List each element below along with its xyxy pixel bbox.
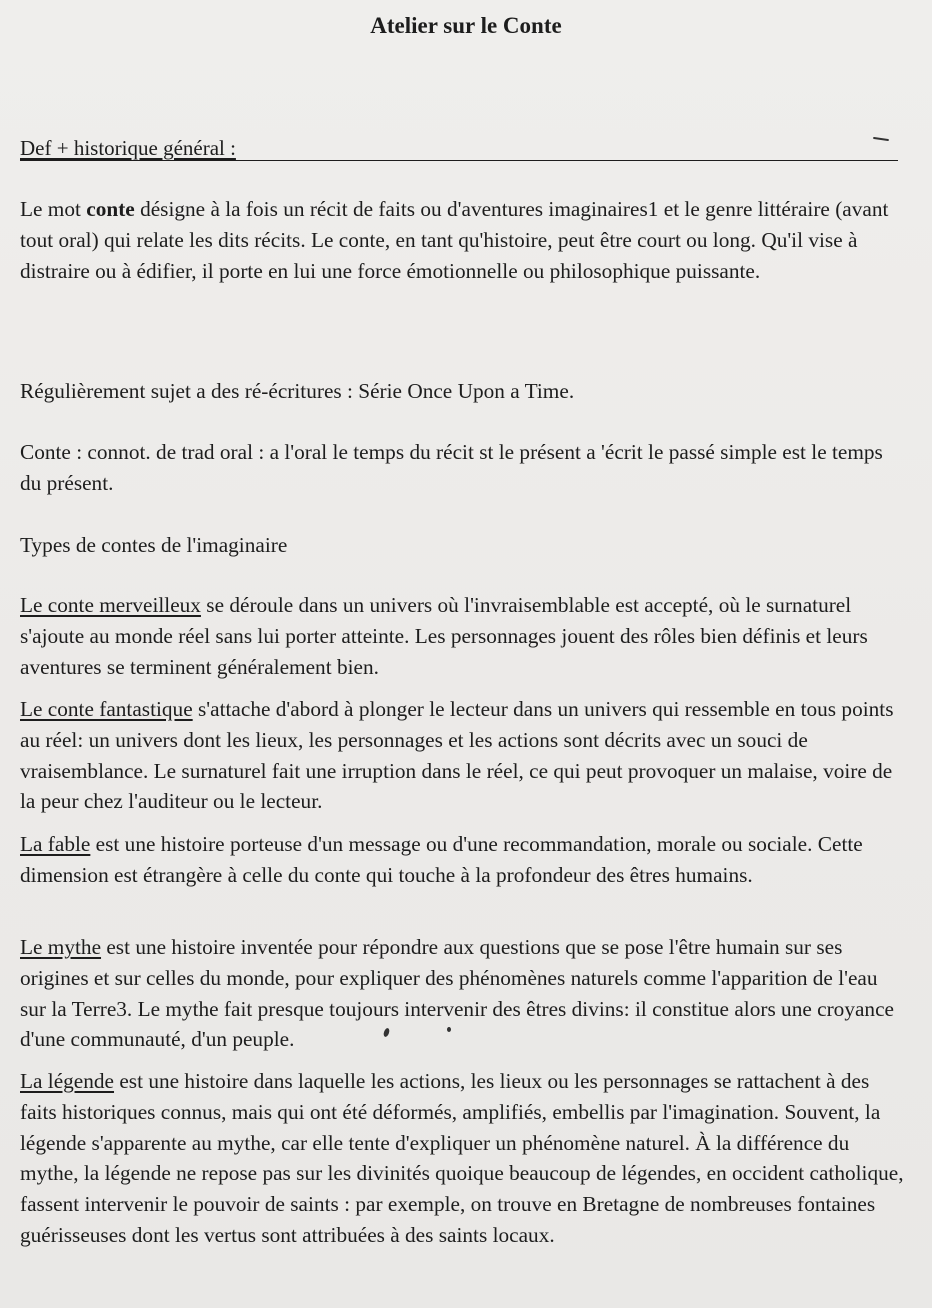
section-heading	[20, 134, 898, 161]
rewrites-paragraph: Régulièrement sujet a des ré-écritures : Série Once Upon a Time.	[20, 379, 575, 403]
page-title: Atelier sur le Conte	[370, 13, 562, 38]
ink-mark	[447, 1027, 451, 1032]
type-term: Le conte merveilleux	[20, 593, 201, 617]
intro-bold-term: conte	[86, 197, 135, 221]
type-term: La légende	[20, 1069, 115, 1093]
type-paragraph-legende: La légende est une histoire dans laquelle les actions, les lieux ou les personnages se rattachent à des faits historiques connus, mais qui ont été déformés, amplifiés, embellis par l'imagination. Souvent, la légende s'apparente au mythe, car elle tente d'expliquer un phénomène naturel. À la différence du mythe, la légende ne repose pas sur les divinités quoique beaucoup de légendes, en occident catholique, fassent intervenir le pouvoir de saints : par exemple, on trouve en Bretagne de nombreuses fontaines guérisseuses dont les vertus sont attribuées à des saints locaux.	[20, 1069, 904, 1247]
oral-note-paragraph: Conte : connot. de trad oral : a l'oral le temps du récit st le présent a 'écrit le passé simple est le temps du présent.	[20, 440, 883, 495]
type-term: Le mythe	[20, 935, 102, 959]
intro-paragraph: Le mot conte désigne à la fois un récit de faits ou d'aventures imaginaires1 et le genre littéraire (avant tout oral) qui relate les dits récits. Le conte, en tant qu'histoire, peut être court ou long. Qu'il vise à distraire ou à édifier, il porte en lui une force émotionnelle ou philosophique puissante.	[20, 197, 889, 283]
type-term: Le conte fantastique	[20, 697, 193, 721]
type-paragraph-mythe: Le mythe est une histoire inventée pour répondre aux questions que se pose l'être humain sur ses origines et sur celles du monde, pour expliquer des phénomènes naturels comme l'apparition de l'eau sur la Terre3. Le mythe fait presque toujours intervenir des êtres divins: il constitue alors une croyance d'une communauté, d'un peuple.	[20, 935, 894, 1052]
type-paragraph-fable: La fable est une histoire porteuse d'un message ou d'une recommandation, morale ou sociale. Cette dimension est étrangère à celle du conte qui touche à la profondeur des êtres humains.	[20, 832, 863, 887]
types-heading: Types de contes de l'imaginaire	[20, 533, 288, 557]
type-term: La fable	[20, 832, 91, 856]
type-paragraph-merveilleux: Le conte merveilleux se déroule dans un univers où l'invraisemblable est accepté, où le surnaturel s'ajoute au monde réel sans lui porter atteinte. Les personnages jouent des rôles bien définis et leurs aventures se terminent généralement bien.	[20, 593, 868, 679]
section-heading-text: Def + historique général :	[20, 136, 236, 160]
type-paragraph-fantastique: Le conte fantastique s'attache d'abord à plonger le lecteur dans un univers qui ressemble en tous points au réel: un univers dont les lieux, les personnages et les actions sont décrits avec un souci de vraisemblance. Le surnaturel fait une irruption dans le réel, ce qui peut provoquer un malaise, voire de la peur chez l'auditeur ou le lecteur.	[20, 697, 894, 814]
